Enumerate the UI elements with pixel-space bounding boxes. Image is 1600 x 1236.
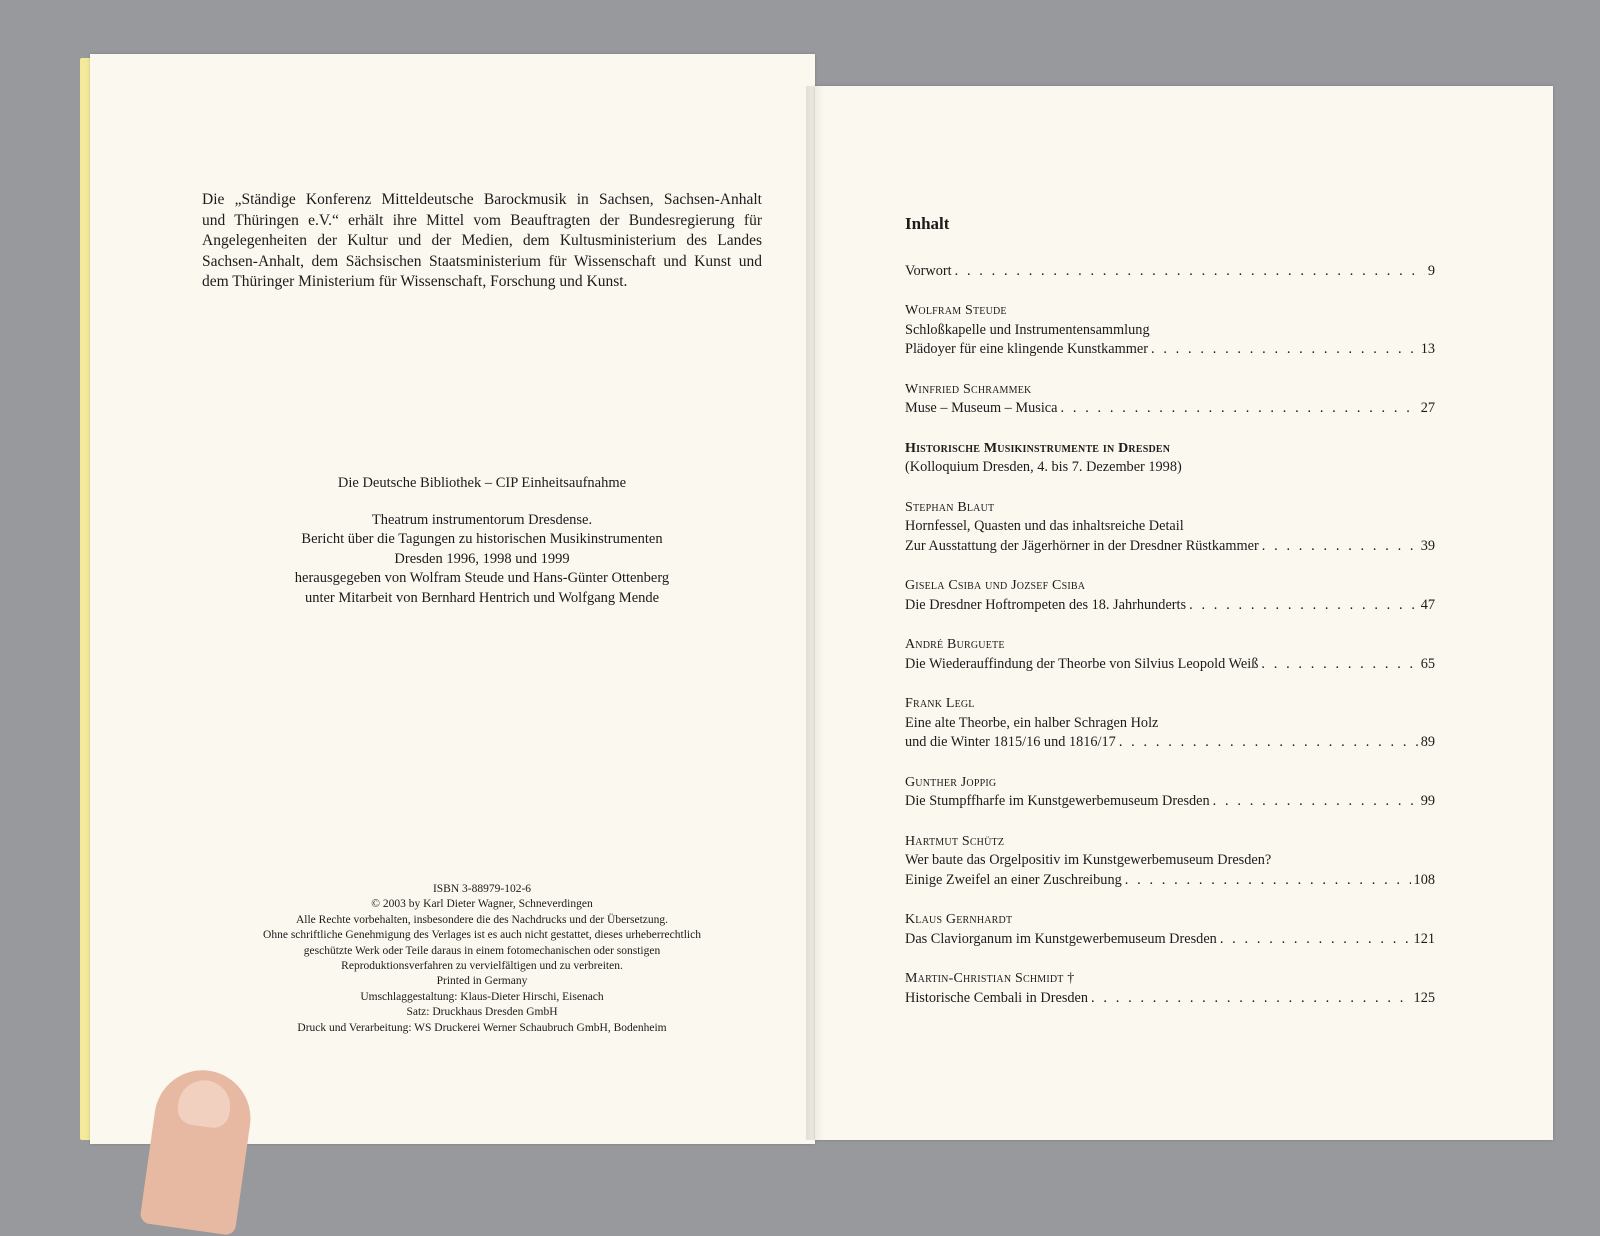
toc-leader-row — [905, 399, 1435, 419]
dot-leader — [1220, 930, 1411, 950]
toc-title-line: Vorwort — [905, 262, 952, 279]
toc-title-line: Eine alte Theorbe, ein halber Schragen Holz — [905, 714, 1159, 731]
toc-title-line: Hornfessel, Quasten und das inhaltsreiche Detail — [905, 518, 1184, 534]
cip-line: unter Mitarbeit von Bernhard Hentrich und Wolfgang Mende — [304, 589, 660, 606]
dot-leader — [1125, 871, 1411, 891]
toc-title-line: Einige Zweifel an einer Zuschreibung — [905, 871, 1122, 888]
toc-entry — [905, 576, 1435, 615]
toc-section-heading: Historische Musikinstrumente in Dresden — [905, 440, 1171, 456]
toc-page-number: 13 — [1420, 341, 1435, 357]
toc-author: Gunther Joppig — [905, 774, 997, 790]
toc-entry — [905, 439, 1435, 478]
imprint-line: Druck und Verarbeitung: WS Druckerei Werner Schaubruch GmbH, Bodenheim — [297, 1021, 667, 1034]
dot-leader — [1151, 340, 1418, 360]
toc-leader-row — [905, 537, 1435, 557]
toc-leader-row — [905, 340, 1435, 360]
toc-page-number: 9 — [1427, 262, 1435, 279]
dot-leader — [1213, 792, 1418, 812]
toc-title-line: Die Wiederauffindung der Theorbe von Silvius Leopold Weiß — [905, 655, 1259, 672]
toc-title-line: Das Claviorganum im Kunstgewerbemuseum Dresden — [905, 930, 1217, 947]
toc-title-line: Muse – Museum – Musica — [905, 400, 1058, 416]
toc-title-line: Plädoyer für eine klingende Kunstkammer — [905, 341, 1148, 357]
funding-line: Angelegenheiten der Kultur und der Medien, dem Kultusministerium des Landes — [202, 232, 762, 249]
dot-leader — [1189, 596, 1418, 616]
toc-page-number: 99 — [1420, 793, 1435, 809]
right-page — [815, 86, 1553, 1140]
left-page — [90, 54, 815, 1144]
toc-page-number: 108 — [1413, 871, 1435, 888]
toc-title-line: Schloßkapelle und Instrumentensammlung — [905, 321, 1150, 338]
toc-author: Klaus Gernhardt — [905, 912, 1013, 927]
toc-author: Hartmut Schütz — [905, 833, 1005, 849]
copyright-line: © 2003 by Karl Dieter Wagner, Schneverdingen — [371, 898, 593, 911]
imprint-block — [202, 882, 762, 1036]
dot-leader — [1262, 537, 1418, 557]
imprint-line: Reproduktionsverfahren zu vervielfältigen und zu verbreiten. — [341, 960, 623, 973]
funding-line: und Thüringen e.V.“ erhält ihre Mittel vom Beauftragten der Bundesregierung für — [202, 211, 762, 229]
funding-line: dem Thüringer Ministerium für Wissenschaft, Forschung und Kunst. — [202, 273, 628, 290]
toc-leader-row — [905, 792, 1435, 812]
dot-leader — [1261, 655, 1417, 675]
toc-page-number: 47 — [1420, 596, 1435, 613]
toc-entry — [905, 498, 1435, 557]
toc-entry — [905, 910, 1435, 949]
funding-line: Die „Ständige Konferenz Mitteldeutsche Barockmusik in Sachsen, Sachsen-Anhalt — [202, 191, 762, 208]
toc-title-line: Zur Ausstattung der Jägerhörner in der Dresdner Rüstkammer — [905, 537, 1259, 554]
toc-leader-row — [905, 733, 1435, 753]
cip-heading: Die Deutsche Bibliothek – CIP Einheitsaufnahme — [337, 475, 627, 491]
toc-entry — [905, 262, 1435, 282]
cip-line: herausgegeben von Wolfram Steude und Hans-Günter Ottenberg — [294, 570, 670, 586]
dot-leader — [1061, 399, 1418, 419]
toc-title-line: (Kolloquium Dresden, 4. bis 7. Dezember 1998) — [905, 459, 1182, 475]
toc-leader-row — [905, 871, 1435, 891]
toc-page-number: 65 — [1420, 655, 1435, 672]
imprint-line: Ohne schriftliche Genehmigung des Verlages ist es auch nicht gestattet, dieses urheberrechtlich — [263, 929, 701, 942]
cip-line: Theatrum instrumentorum Dresdense. — [371, 511, 593, 528]
toc-entry — [905, 969, 1435, 1008]
toc-entry — [905, 832, 1435, 891]
toc-title-line: und die Winter 1815/16 und 1816/17 — [905, 734, 1116, 750]
imprint-line: Alle Rechte vorbehalten, insbesondere die des Nachdrucks und der Übersetzung. — [295, 913, 669, 926]
toc-title: Inhalt — [905, 214, 950, 233]
toc-entry — [905, 380, 1435, 419]
toc-leader-row — [905, 930, 1435, 950]
toc-author: André Burguete — [905, 637, 1005, 652]
toc-title-line: Historische Cembali in Dresden — [905, 989, 1089, 1006]
cip-line: Bericht über die Tagungen zu historischen Musikinstrumenten — [301, 531, 663, 547]
cip-line: Dresden 1996, 1998 und 1999 — [394, 550, 570, 567]
cip-block — [202, 474, 762, 608]
toc-entry — [905, 301, 1435, 360]
isbn-line: ISBN 3-88979-102-6 — [432, 883, 532, 895]
toc-author: Stephan Blaut — [905, 499, 995, 515]
toc-leader-row — [905, 596, 1435, 616]
toc-page-number: 27 — [1420, 400, 1435, 416]
imprint-line: Satz: Druckhaus Dresden GmbH — [406, 1006, 558, 1019]
toc-title-line: Wer baute das Orgelpositiv im Kunstgewerbemuseum Dresden? — [905, 852, 1272, 868]
toc-page-number: 39 — [1420, 537, 1435, 554]
toc-title-line: Die Dresdner Hoftrompeten des 18. Jahrhunderts — [905, 596, 1187, 613]
toc-title-line: Die Stumpffharfe im Kunstgewerbemuseum Dresden — [905, 793, 1210, 809]
toc-entry — [905, 635, 1435, 674]
toc-entry — [905, 694, 1435, 753]
toc-page-number: 125 — [1413, 989, 1435, 1006]
table-of-contents — [905, 214, 1435, 1028]
dot-leader — [1119, 733, 1418, 753]
book-gutter — [806, 86, 824, 1140]
toc-leader-row — [905, 262, 1435, 282]
toc-entry — [905, 773, 1435, 812]
toc-author: Gisela Csiba und Jozsef Csiba — [905, 578, 1086, 593]
toc-author: Frank Legl — [905, 696, 975, 711]
imprint-line: Umschlaggestaltung: Klaus-Dieter Hirschi, Eisenach — [360, 990, 604, 1003]
dot-leader — [955, 262, 1425, 282]
toc-author: Martin-Christian Schmidt † — [905, 971, 1075, 986]
toc-author: Winfried Schrammek — [905, 381, 1032, 397]
dot-leader — [1091, 989, 1411, 1009]
toc-author: Wolfram Steude — [905, 303, 1007, 318]
toc-leader-row — [905, 989, 1435, 1009]
imprint-line: geschützte Werk oder Teile daraus in einem fotomechanischen oder sonstigen — [303, 944, 661, 957]
toc-page-number: 121 — [1413, 930, 1435, 947]
fingernail — [176, 1077, 234, 1130]
imprint-line: Printed in Germany — [436, 975, 528, 988]
funding-notice — [202, 190, 762, 293]
toc-page-number: 89 — [1420, 734, 1435, 750]
toc-leader-row — [905, 655, 1435, 675]
funding-line: Sachsen-Anhalt, dem Sächsischen Staatsministerium für Wissenschaft und Kunst und — [202, 252, 762, 270]
